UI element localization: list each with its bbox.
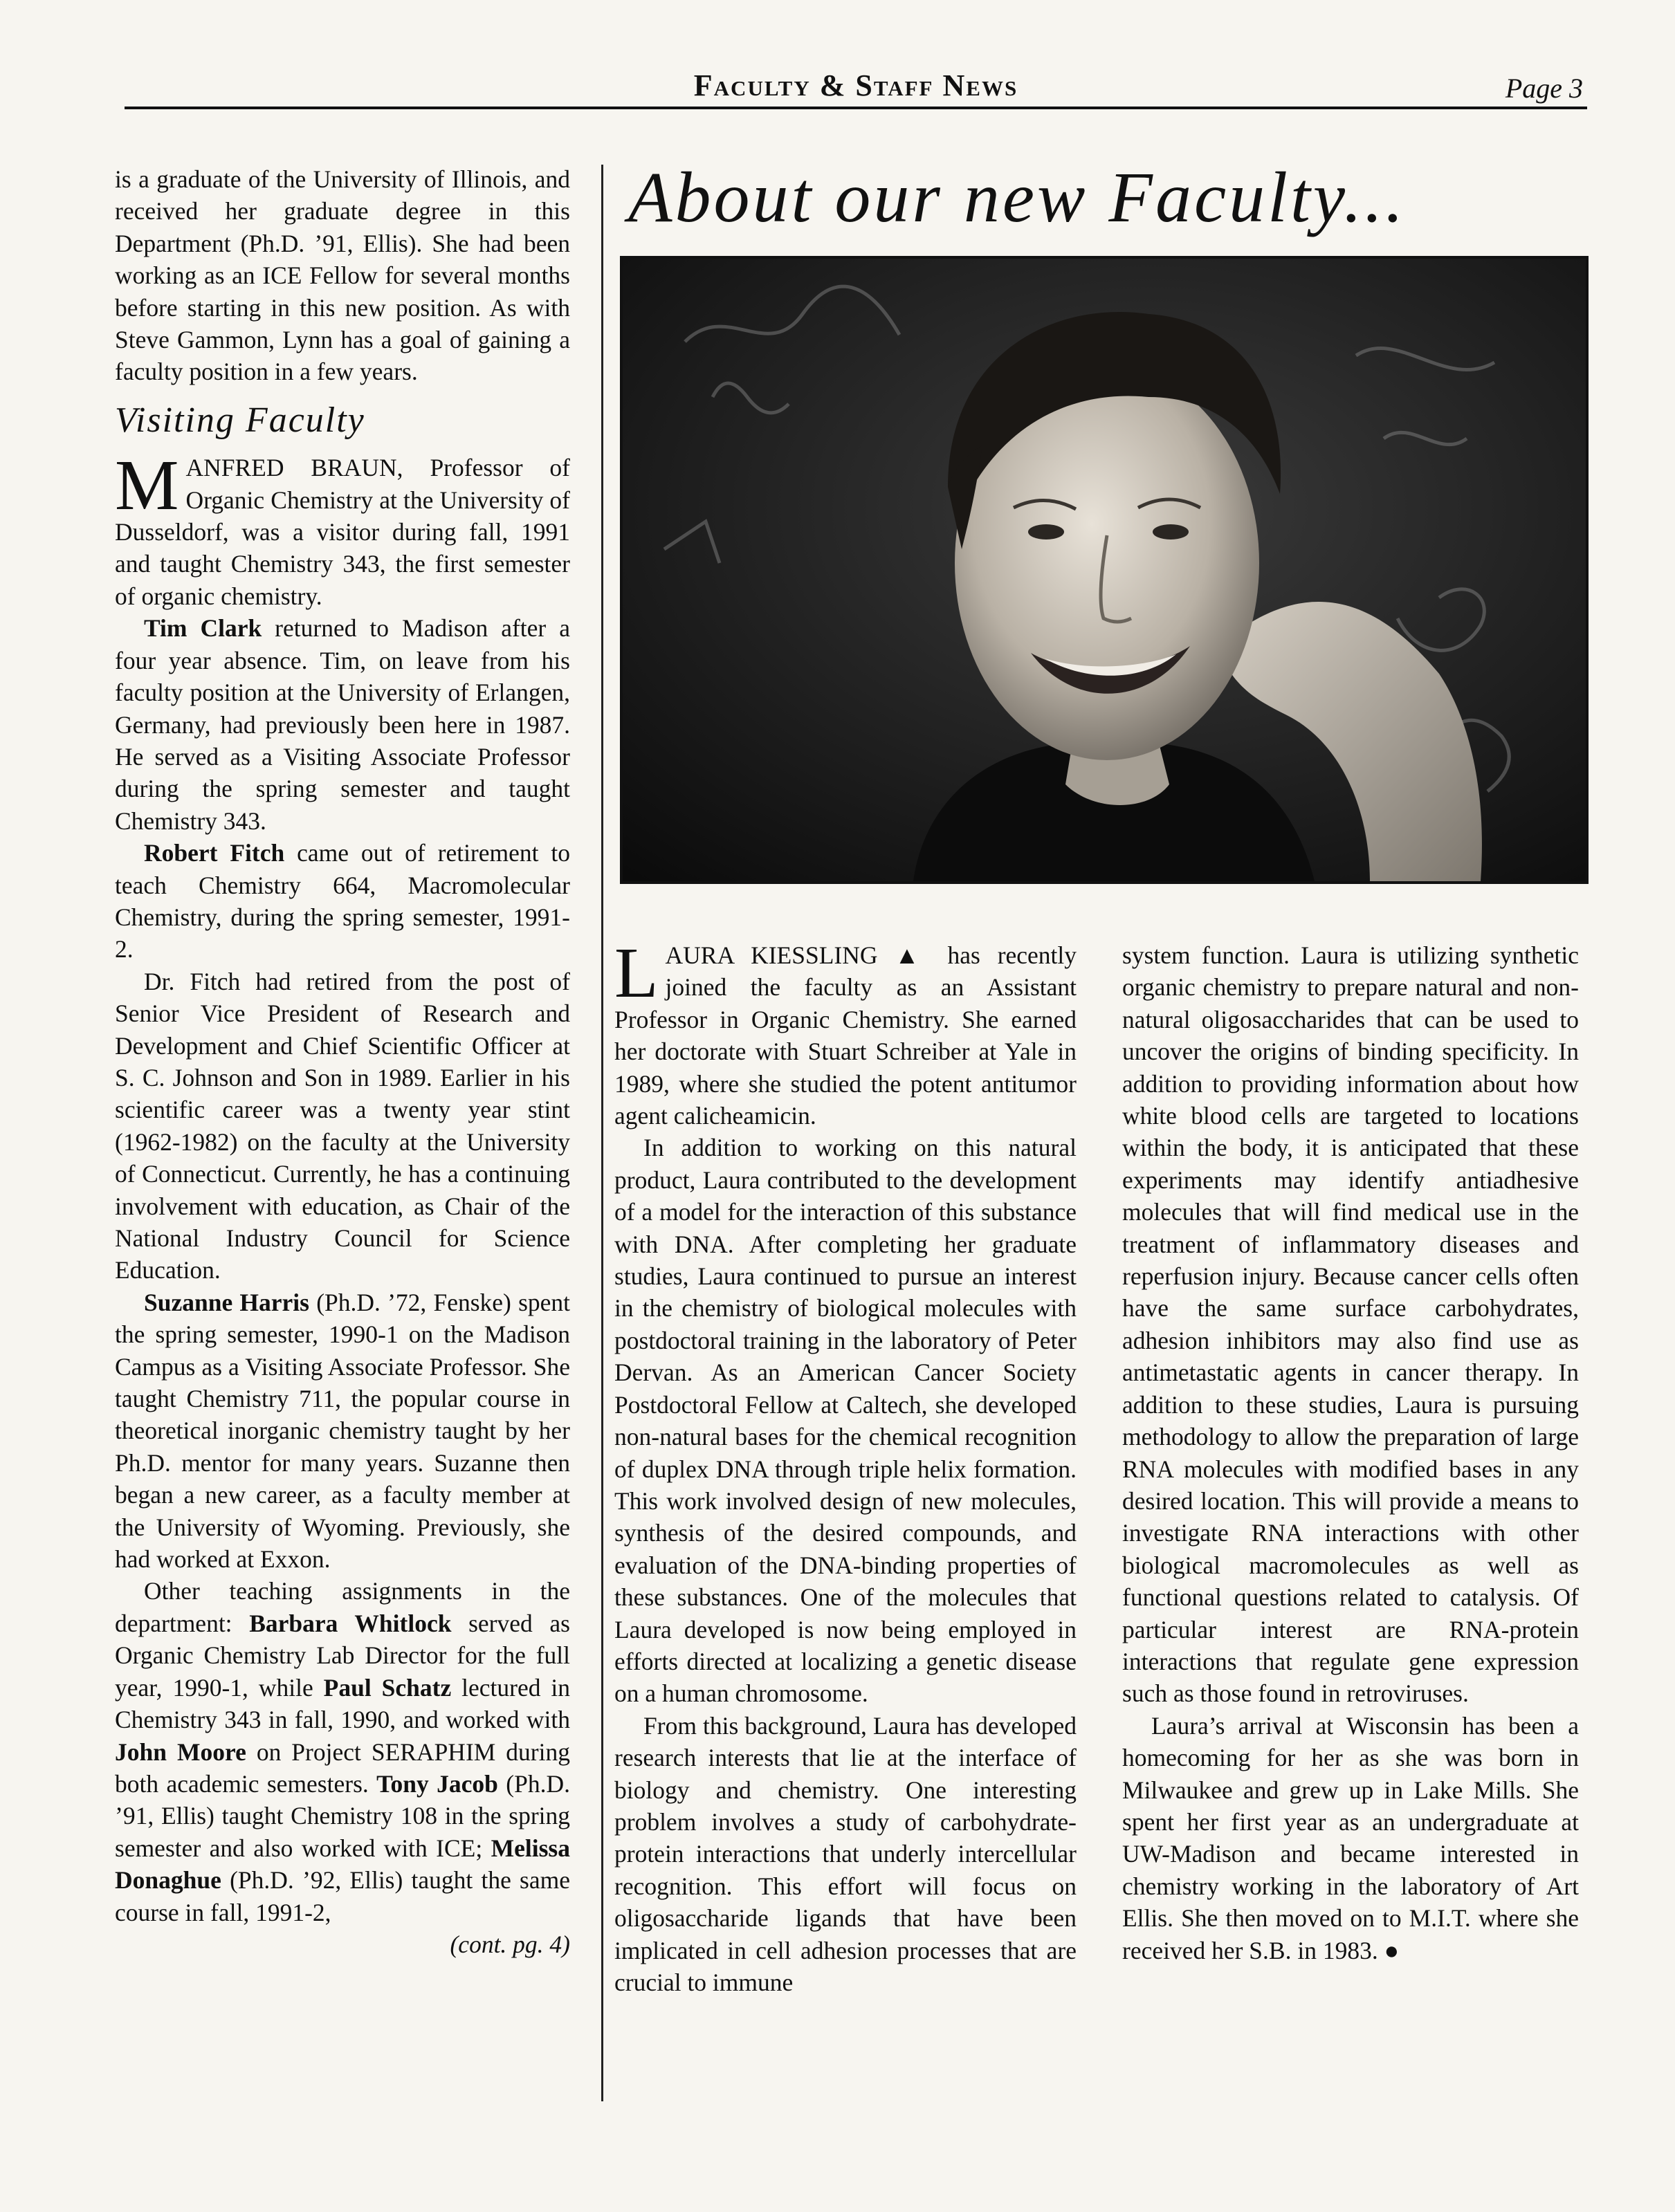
triangle-marker-icon: ▲ xyxy=(895,941,931,969)
left-column xyxy=(115,163,570,1960)
page-number: Page 3 xyxy=(1505,73,1583,104)
drop-cap: M xyxy=(115,445,179,526)
paragraph-fitch: Robert Fitch came out of retirement to teach Chemistry 664, Macromolecular Chemistry, during the spring semester, 1991-2. xyxy=(115,839,570,964)
paragraph-research-background: In addition to working on this natural product, Laura contributed to the development of a model for the interaction of this substance with DNA. After completing her graduate studies, Laura continued to pursue an interest in the chemistry of biological molecules with postdoctoral training in the laboratory of Peter Dervan. As an American Cancer Society Postdoctoral Fellow at Caltech, she developed non-natural bases for the chemical recognition of duplex DNA through triple helix formation. This work involved design of new molecules, synthesis of the desired compounds, and evaluation of the DNA-binding properties of these substances. One of the molecules that Laura developed is now being employed in efforts directed at localizing a genetic disease on a human chromosome. xyxy=(614,1134,1077,1708)
paragraph-kiessling-intro: LAURA KIESSLING ▲ has recently joined the faculty as an Assistant Professor in Organic Chemistry. She earned her doctorate with Stuart Schreiber at Yale in 1989, where she studied the potent antitumor agent calicheamicin. xyxy=(614,933,1077,1130)
paragraph-continued: is a graduate of the University of Illinois, and received her graduate degree in this Department (Ph.D. ’91, Ellis). She had been working as an ICE Fellow for several months before starting in this new position. As with Steve Gammon, Lynn has a goal of gaining a faculty position in a few years. xyxy=(115,165,570,386)
person-name: Suzanne Harris xyxy=(144,1288,309,1316)
end-mark-icon: ● xyxy=(1384,1936,1400,1964)
masthead xyxy=(125,64,1587,109)
person-name: Barbara Whitlock xyxy=(249,1609,452,1637)
section-heading-visiting-faculty: Visiting Faculty xyxy=(115,400,365,440)
person-name: Paul Schatz xyxy=(323,1673,452,1702)
newsletter-title: Faculty & Staff News xyxy=(693,68,1018,102)
continued-note: (cont. pg. 4) xyxy=(450,1930,570,1958)
drop-cap: L xyxy=(614,933,659,1013)
paragraph-research-interests: From this background, Laura has developed research interests that lie at the interface of biology and chemistry. One interesting problem involves a study of carbohydrate-protein interactions that underly intercellular recognition. This effort will focus on oligosaccharide ligands that have been implicated in cell adhesion processes that are crucial to immune xyxy=(614,1711,1077,1996)
person-name: Robert Fitch xyxy=(144,839,285,867)
article-column-right xyxy=(1122,939,1579,1966)
person-name: Melissa Donaghue xyxy=(115,1834,570,1895)
paragraph-homecoming: Laura’s arrival at Wisconsin has been a homecoming for her as she was born in Milwaukee and grew up in Lake Mills. She spent her first year as an undergraduate at UW-Madison and became interested in chemistry working in the laboratory of Art Ellis. She then moved on to M.I.T. where she received her S.B. in 1983. ● xyxy=(1122,1711,1579,1964)
person-name: John Moore xyxy=(115,1738,246,1766)
paragraph-other-assignments: Other teaching assignments in the department: Barbara Whitlock served as Organic Chemistry Lab Director for the full year, 1990-1, while Paul Schatz lectured in Chemistry 343 in fall, 1990, and worked with John Moore on Project SERAPHIM during both academic semesters. Tony Jacob (Ph.D. ’91, Ellis) taught Chemistry 108 in the spring semester and also worked with ICE; Melissa Donaghue (Ph.D. ’92, Ellis) taught the same course in fall, 1991-2, xyxy=(115,1577,571,1926)
portrait-photo xyxy=(620,256,1589,884)
paragraph-research-continued: system function. Laura is utilizing synthetic organic chemistry to prepare natural and non-natural oligosaccharides that can be used to uncover the origins of binding specificity. In addition to providing information about how white blood cells are targeted to locations within the body, it is anticipated that these experiments may identify antiadhesive molecules that will find medical use in the treatment of inflammatory diseases and reperfusion injury. Because cancer cells often have the same surface carbohydrates, adhesion inhibitors may also find use as antimetastatic agents in cancer therapy. In addition to these studies, Laura is pursuing methodology to allow the preparation of large RNA molecules with modified bases in any desired location. This will provide a means to investigate RNA interactions with other biological macromolecules as well as functional questions related to catalysis. Of particular interest are RNA-protein interactions that regulate gene expression such as those found in retroviruses. xyxy=(1122,941,1579,1708)
paragraph-braun: MANFRED BRAUN, Professor of Organic Chemistry at the University of Dusseldorf, was a visitor during fall, 1991 and taught Chemistry 343, the first semester of organic chemistry. xyxy=(115,445,570,610)
feature-heading: About our new Faculty... xyxy=(628,158,1407,237)
paragraph-fitch-bio: Dr. Fitch had retired from the post of Senior Vice President of Research and Development and Chief Scientific Officer at S. C. Johnson and Son in 1989. Earlier in his scientific career was a twenty year stint (1962-1982) on the faculty at the University of Connecticut. Currently, he has a continuing involvement with education, as Chair of the National Industry Council for Science Education. xyxy=(115,967,570,1284)
person-name: Tony Jacob xyxy=(376,1769,498,1798)
column-divider xyxy=(601,165,603,2101)
article-column-middle xyxy=(614,933,1077,1998)
person-name: Tim Clark xyxy=(144,614,262,643)
paragraph-harris: Suzanne Harris (Ph.D. ’72, Fenske) spent the spring semester, 1990-1 on the Madison Campus as a Visiting Associate Professor. She taught Chemistry 711, the popular course in theoretical inorganic chemistry taught by her Ph.D. mentor for many years. Suzanne then began a new career, as a faculty member at the University of Wyoming. Previously, she had worked at Exxon. xyxy=(115,1288,571,1574)
paragraph-clark: Tim Clark returned to Madison after a four year absence. Tim, on leave from his faculty position at the University of Erlangen, Germany, had previously been here in 1987. He served as a Visiting Associate Professor during the spring semester and taught Chemistry 343. xyxy=(115,614,570,835)
